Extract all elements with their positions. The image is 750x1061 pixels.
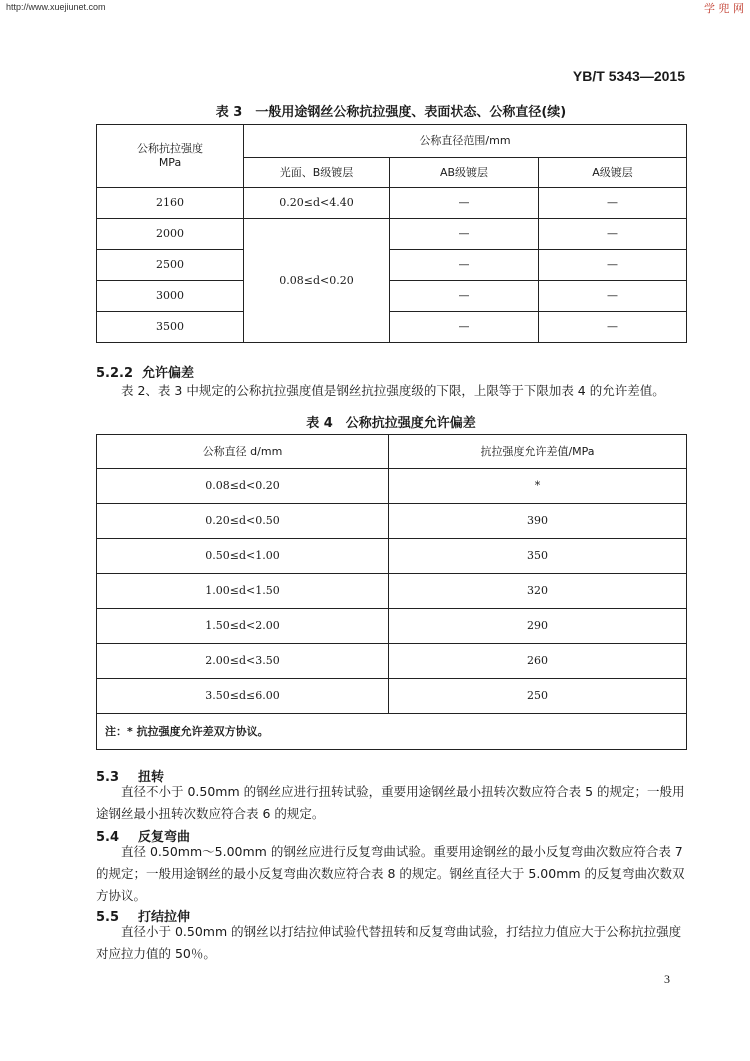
table-row xyxy=(97,219,687,250)
table4-header-row xyxy=(97,435,687,469)
diameter-cell: 1.50≤d<2.00 xyxy=(97,609,389,644)
ab-cell: — xyxy=(390,281,539,312)
strength-cell: 2000 xyxy=(97,219,244,250)
a-cell: — xyxy=(539,250,687,281)
table4 xyxy=(96,434,687,750)
tolerance-cell: * xyxy=(389,469,687,504)
tolerance-cell: 250 xyxy=(389,679,687,714)
table3 xyxy=(96,124,687,343)
ab-cell: — xyxy=(390,312,539,343)
ab-cell: — xyxy=(390,188,539,219)
strength-header-line2: MPa xyxy=(158,156,182,169)
table3-group-header: 公称直径范围/mm xyxy=(244,125,687,158)
watermark-site-name: 学 兜 网 xyxy=(704,2,744,15)
section-number: 5.2.2 xyxy=(96,366,134,381)
table4-note: 注：* 抗拉强度允许差双方协议。 xyxy=(97,714,687,750)
table3-col-strength-header xyxy=(97,125,244,188)
table3-caption: 表 3 一般用途钢丝公称抗拉强度、表面状态、公称直径(续) xyxy=(215,105,567,120)
section-5-2-2-heading xyxy=(96,362,194,381)
table-row xyxy=(97,644,687,679)
table3-subheader-ab: AB级镀层 xyxy=(390,158,539,188)
section-number: 5.3 xyxy=(96,770,120,785)
table-row xyxy=(97,469,687,504)
table3-header-row xyxy=(97,125,687,158)
strength-cell: 3500 xyxy=(97,312,244,343)
ab-cell: — xyxy=(390,219,539,250)
a-cell: — xyxy=(539,312,687,343)
strength-cell: 2160 xyxy=(97,188,244,219)
a-cell: — xyxy=(539,281,687,312)
section-number: 5.5 xyxy=(96,910,120,925)
table4-diameter-header: 公称直径 d/mm xyxy=(97,435,389,469)
tolerance-cell: 320 xyxy=(389,574,687,609)
diameter-cell: 2.00≤d<3.50 xyxy=(97,644,389,679)
section-5-5-text: 直径小于 0.50mm 的钢丝以打结拉伸试验代替扭转和反复弯曲试验，打结拉力值应大于公称抗拉强度对应拉力值的 50％。 xyxy=(96,924,682,961)
ab-cell: — xyxy=(390,250,539,281)
table-row xyxy=(97,504,687,539)
table4-note-row xyxy=(97,714,687,750)
table-row xyxy=(97,188,687,219)
standard-number: YB/T 5343—2015 xyxy=(572,68,685,84)
table4-tolerance-header: 抗拉强度允许差值/MPa xyxy=(389,435,687,469)
table-row xyxy=(97,609,687,644)
diameter-cell: 3.50≤d≤6.00 xyxy=(97,679,389,714)
range-cell: 0.20≤d<4.40 xyxy=(244,188,390,219)
table-row xyxy=(97,312,687,343)
tolerance-cell: 260 xyxy=(389,644,687,679)
tolerance-cell: 350 xyxy=(389,539,687,574)
a-cell: — xyxy=(539,219,687,250)
table-row xyxy=(97,281,687,312)
table-row xyxy=(97,574,687,609)
diameter-cell: 1.00≤d<1.50 xyxy=(97,574,389,609)
diameter-cell: 0.20≤d<0.50 xyxy=(97,504,389,539)
table3-subheader-a: A级镀层 xyxy=(539,158,687,188)
table3-subheader-plain: 光面、B级镀层 xyxy=(244,158,390,188)
section-title: 允许偏差 xyxy=(142,366,195,381)
section-5-3-text: 直径不小于 0.50mm 的钢丝应进行扭转试验，重要用途钢丝最小扭转次数应符合表 5 的规定；一般用途钢丝最小扭转次数应符合表 6 的规定。 xyxy=(96,784,685,821)
tolerance-cell: 290 xyxy=(389,609,687,644)
table-row xyxy=(97,250,687,281)
section-title: 扭转 xyxy=(138,770,165,785)
diameter-cell: 0.50≤d<1.00 xyxy=(97,539,389,574)
diameter-cell: 0.08≤d<0.20 xyxy=(97,469,389,504)
section-5-4-text: 直径 0.50mm～5.00mm 的钢丝应进行反复弯曲试验。重要用途钢丝的最小反复弯曲次数应符合表 7 的规定；一般用途钢丝的最小反复弯曲次数应符合表 8 的规定。钢丝直径大于 5.00mm 的反复弯曲次数双方协议。 xyxy=(96,844,685,903)
table-row xyxy=(97,679,687,714)
section-title: 反复弯曲 xyxy=(138,830,191,845)
merged-range-cell: 0.08≤d<0.20 xyxy=(244,219,390,343)
section-number: 5.4 xyxy=(96,830,120,845)
section-title: 打结拉伸 xyxy=(138,910,191,925)
strength-cell: 3000 xyxy=(97,281,244,312)
table4-caption: 表 4 公称抗拉强度允许偏差 xyxy=(306,416,476,431)
tolerance-cell: 390 xyxy=(389,504,687,539)
watermark-url: http://www.xuejiunet.com xyxy=(6,2,106,12)
table-row xyxy=(97,539,687,574)
strength-cell: 2500 xyxy=(97,250,244,281)
strength-header-line1: 公称抗拉强度 xyxy=(137,142,203,155)
a-cell: — xyxy=(539,188,687,219)
page-number: 3 xyxy=(664,972,670,986)
section-5-2-2-text: 表 2、表 3 中规定的公称抗拉强度值是钢丝抗拉强度级的下限，上限等于下限加表 4 的允许差值。 xyxy=(121,383,665,398)
